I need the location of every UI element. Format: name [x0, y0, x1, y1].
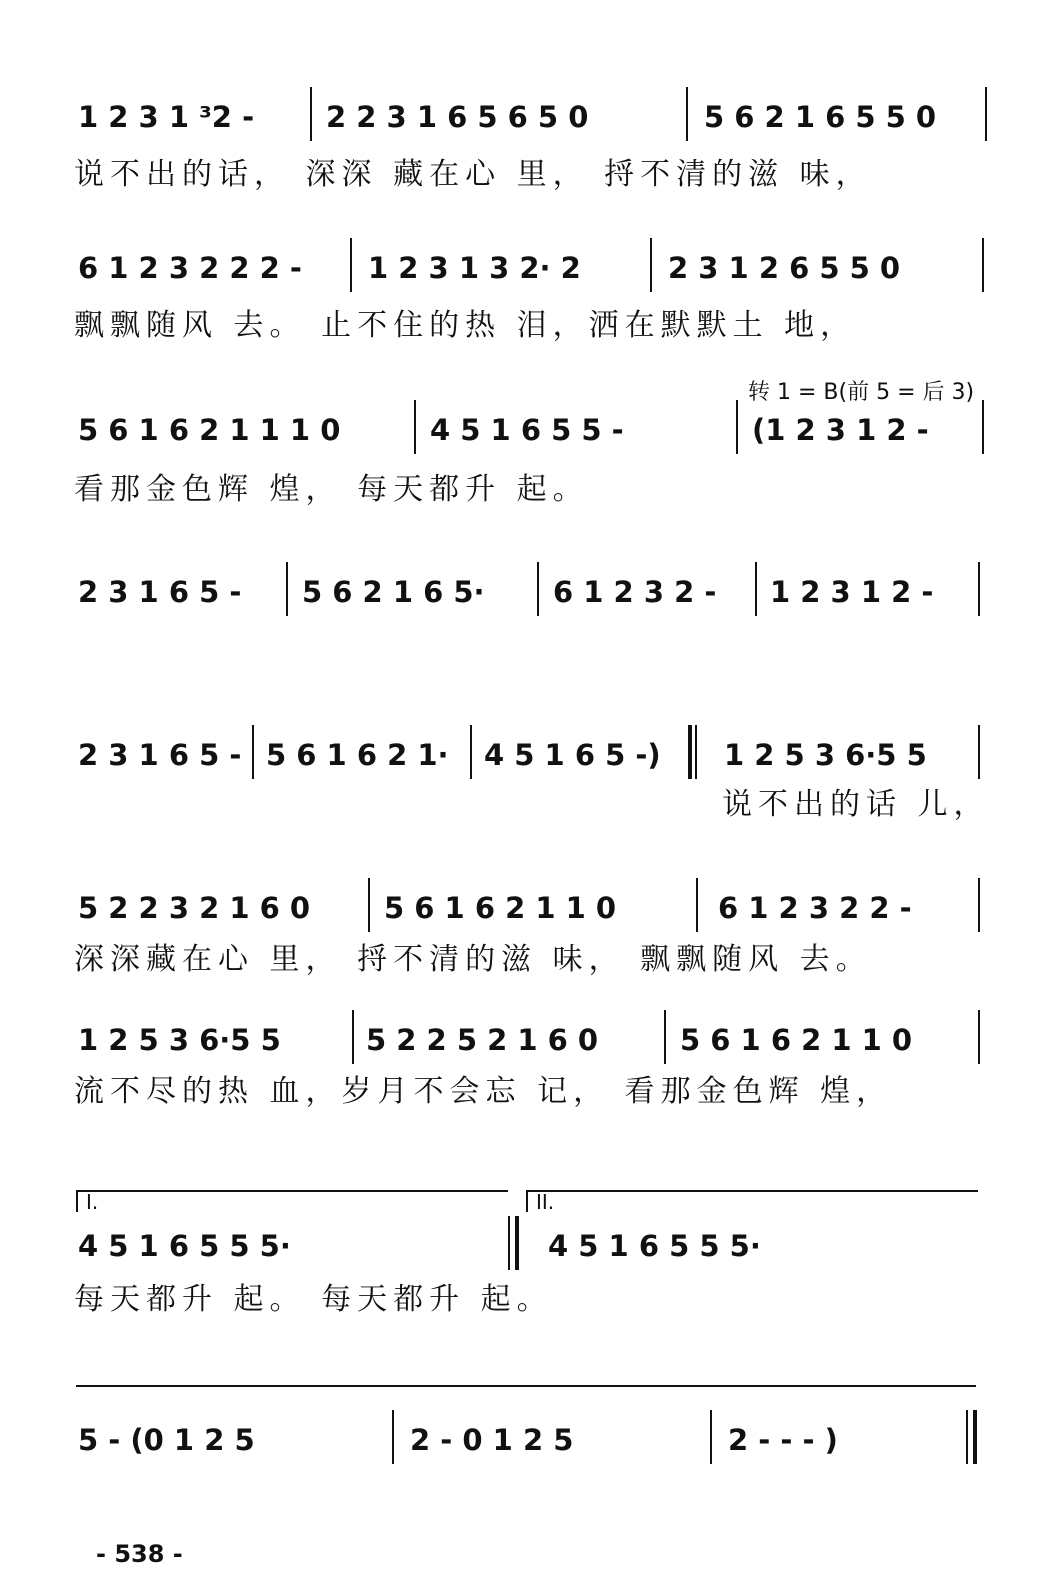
measure: 6 1 2 3 2 2 2 -	[78, 251, 302, 285]
measure: 2 - 0 1 2 5	[410, 1423, 574, 1457]
volta-second	[526, 1190, 978, 1212]
barline	[982, 400, 984, 454]
measure: 5 2 2 5 2 1 6 0	[366, 1023, 599, 1057]
volta-label: I.	[86, 1190, 99, 1214]
staff-line-4	[0, 572, 1053, 612]
barline	[286, 562, 288, 616]
measure: 1 2 5 3 6·5 5	[724, 738, 927, 772]
repeat-end-barline	[508, 1216, 510, 1270]
staff-line-7	[0, 1020, 1053, 1060]
measure: 1 2 5 3 6·5 5	[78, 1023, 281, 1057]
barline	[352, 1010, 354, 1064]
barline	[978, 725, 980, 779]
barline	[664, 1010, 666, 1064]
measure: 2 - - - )	[728, 1423, 838, 1457]
lyric-text: 说不出的话， 深深 藏在心 里， 捋不清的滋 味，	[74, 157, 872, 192]
barline	[978, 1010, 980, 1064]
final-barline	[973, 1410, 977, 1464]
volta-label: II.	[536, 1190, 555, 1214]
staff-line-2	[0, 248, 1053, 288]
staff-line-9	[0, 1420, 1053, 1460]
measure: 5 - (0 1 2 5	[78, 1423, 255, 1457]
barline	[650, 238, 652, 292]
barline	[978, 562, 980, 616]
measure: 4 5 1 6 5 5 5·	[548, 1229, 761, 1263]
lyric-text: 飘飘随风 去。 止不住的热 泪，洒在默默土 地，	[74, 308, 857, 343]
barline	[350, 238, 352, 292]
repeat-end-barline-thick	[515, 1216, 519, 1270]
measure: 5 6 1 6 2 1 1 0	[680, 1023, 913, 1057]
barline	[710, 1410, 712, 1464]
lyric-text: 看那金色辉 煌， 每天都升 起。	[74, 472, 589, 507]
barline	[695, 725, 697, 779]
lyric-text: 说不出的话 儿，	[722, 787, 990, 822]
repeat-start-barline	[688, 725, 692, 779]
measure: 5 6 1 6 2 1·	[266, 738, 449, 772]
barline	[537, 562, 539, 616]
lyric-text: 深深藏在心 里， 捋不清的滋 味， 飘飘随风 去。	[74, 942, 872, 977]
barline	[982, 238, 984, 292]
measure: 5 6 1 6 2 1 1 0	[384, 891, 617, 925]
measure: 5 6 1 6 2 1 1 1 0	[78, 413, 341, 447]
measure: 4 5 1 6 5 -)	[484, 738, 661, 772]
lyric-line-8	[0, 1280, 1053, 1320]
staff-line-6	[0, 888, 1053, 928]
barline	[686, 87, 688, 141]
measure: 2 3 1 6 5 -	[78, 738, 242, 772]
barline	[392, 1410, 394, 1464]
barline	[414, 400, 416, 454]
page-number: - 538 -	[96, 1540, 183, 1568]
barline	[252, 725, 254, 779]
barline	[696, 878, 698, 932]
lyric-line-5	[0, 785, 1053, 825]
barline	[985, 87, 987, 141]
measure: 1 2 3 1 2 -	[770, 575, 934, 609]
lyric-line-7	[0, 1072, 1053, 1112]
measure: 5 6 2 1 6 5 5 0	[704, 100, 937, 134]
tie-line	[76, 1385, 976, 1387]
staff-line-1	[0, 97, 1053, 137]
lyric-line-1	[0, 155, 1053, 195]
barline	[966, 1410, 968, 1464]
staff-line-5	[0, 735, 1053, 775]
volta-first	[76, 1190, 508, 1212]
measure: 4 5 1 6 5 5 5·	[78, 1229, 291, 1263]
staff-line-8	[0, 1226, 1053, 1266]
measure: 6 1 2 3 2 -	[553, 575, 717, 609]
measure: 2 3 1 6 5 -	[78, 575, 242, 609]
key-change-note: 转 1 = B(前 5 = 后 3)	[748, 380, 975, 405]
measure: 2 3 1 2 6 5 5 0	[668, 251, 901, 285]
lyric-text: 每天都升 起。 每天都升 起。	[74, 1282, 553, 1317]
barline	[736, 400, 738, 454]
measure: 2 2 3 1 6 5 6 5 0	[326, 100, 589, 134]
lyric-line-3	[0, 470, 1053, 510]
lyric-text: 流不尽的热 血，岁月不会忘 记， 看那金色辉 煌，	[74, 1074, 893, 1109]
measure: 6 1 2 3 2 2 -	[718, 891, 912, 925]
lyric-line-6	[0, 940, 1053, 980]
barline	[310, 87, 312, 141]
staff-line-3	[0, 410, 1053, 450]
measure: (1 2 3 1 2 -	[752, 413, 929, 447]
measure: 4 5 1 6 5 5 -	[430, 413, 624, 447]
barline	[755, 562, 757, 616]
lyric-line-2	[0, 306, 1053, 346]
measure: 1 2 3 1 ³2 -	[78, 100, 255, 134]
barline	[368, 878, 370, 932]
measure: 5 2 2 3 2 1 6 0	[78, 891, 311, 925]
measure: 1 2 3 1 3 2· 2	[368, 251, 581, 285]
barline	[470, 725, 472, 779]
measure: 5 6 2 1 6 5·	[302, 575, 485, 609]
barline	[978, 878, 980, 932]
